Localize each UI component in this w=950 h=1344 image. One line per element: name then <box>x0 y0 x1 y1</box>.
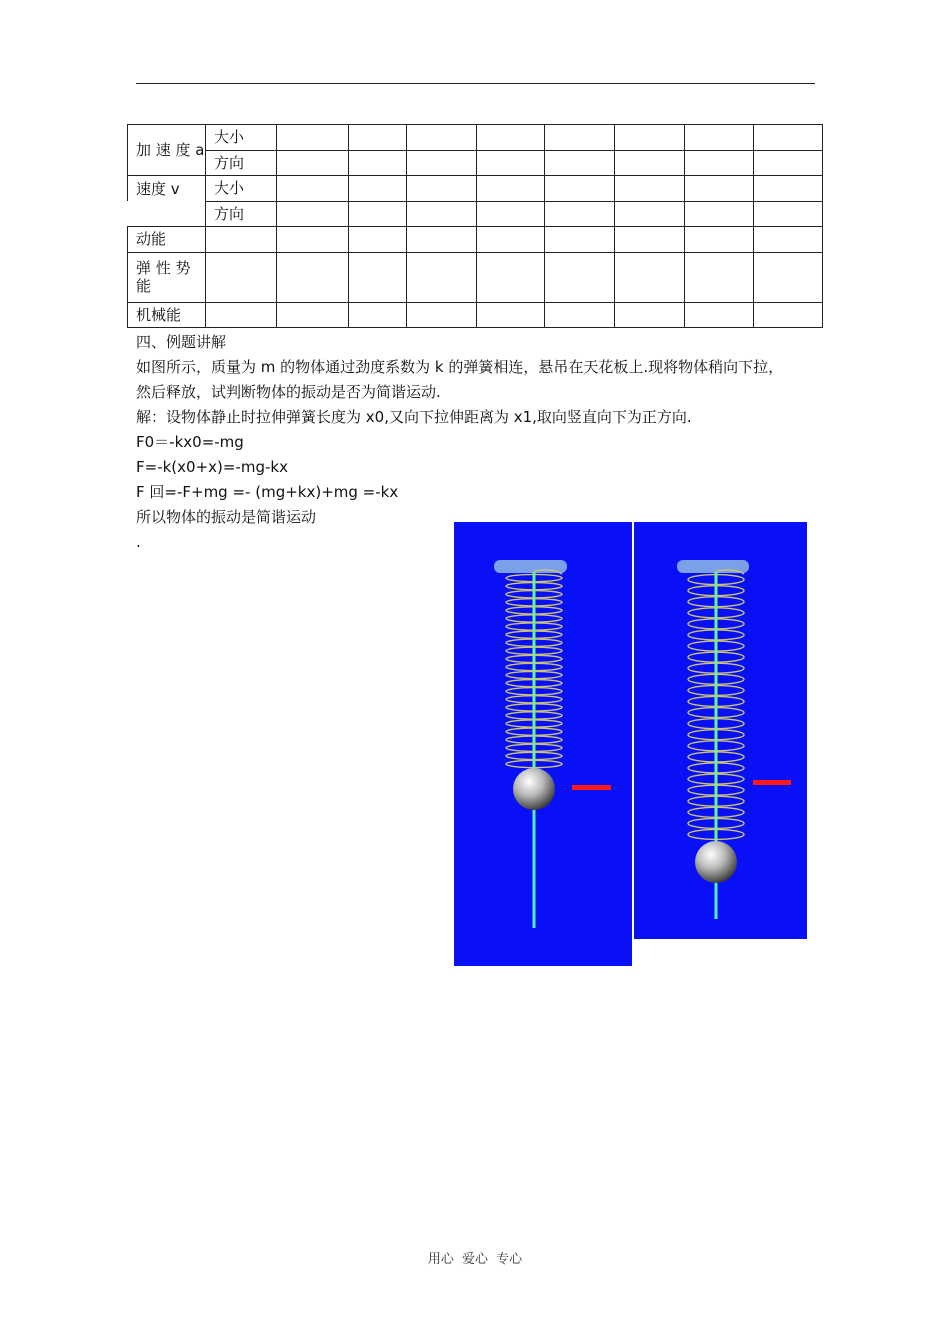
table-cell[interactable] <box>277 125 349 151</box>
equation-3: F 回=-F+mg =- (mg+kx)+mg =-kx <box>136 483 399 501</box>
table-cell[interactable] <box>545 252 615 302</box>
table-cell[interactable] <box>277 201 349 227</box>
table-cell[interactable] <box>615 201 685 227</box>
row-sublabel: 方向 <box>206 150 277 176</box>
table-cell[interactable] <box>277 302 349 328</box>
table-cell[interactable] <box>349 125 407 151</box>
spring-figure-2 <box>634 522 807 939</box>
table-cell[interactable] <box>545 176 615 202</box>
table-cell[interactable] <box>685 150 754 176</box>
table-cell[interactable] <box>545 125 615 151</box>
table-cell[interactable] <box>615 302 685 328</box>
row-label-acceleration: 加 速 度 a <box>128 125 206 176</box>
table-cell[interactable] <box>206 252 277 302</box>
table-cell[interactable] <box>277 252 349 302</box>
header-rule <box>136 83 815 84</box>
table-cell[interactable] <box>545 150 615 176</box>
table-row <box>128 227 823 253</box>
table-cell[interactable] <box>206 302 277 328</box>
table-cell[interactable] <box>349 176 407 202</box>
table-cell[interactable] <box>754 125 823 151</box>
table-cell[interactable] <box>754 302 823 328</box>
table-cell[interactable] <box>754 252 823 302</box>
mass-ball <box>695 841 737 883</box>
table-cell[interactable] <box>545 227 615 253</box>
row-sublabel: 大小 <box>206 125 277 151</box>
table-cell[interactable] <box>477 201 545 227</box>
spring-illustration <box>454 522 632 966</box>
table-cell[interactable] <box>349 150 407 176</box>
row-label-mechanical-energy: 机械能 <box>128 302 206 328</box>
table-cell[interactable] <box>685 252 754 302</box>
row-label-elastic-potential-energy: 弹 性 势 能 <box>128 252 206 302</box>
row-label-velocity: 速度 v <box>128 176 206 202</box>
row-sublabel: 大小 <box>206 176 277 202</box>
table-cell[interactable] <box>206 227 277 253</box>
problem-line-1: 如图所示，质量为 m 的物体通过劲度系数为 k 的弹簧相连，悬吊在天花板上.现将物体稍向下拉， <box>136 358 784 376</box>
table-cell[interactable] <box>545 201 615 227</box>
table-row <box>128 252 823 302</box>
spring-figure-1 <box>454 522 632 966</box>
table-cell[interactable] <box>545 302 615 328</box>
trailing-period: . <box>136 533 141 551</box>
table-cell[interactable] <box>277 227 349 253</box>
table-cell[interactable] <box>349 201 407 227</box>
table-cell[interactable] <box>407 302 477 328</box>
table-cell[interactable] <box>477 302 545 328</box>
table-cell[interactable] <box>754 176 823 202</box>
kinematics-table <box>127 124 823 328</box>
table-row <box>128 176 823 202</box>
table-cell[interactable] <box>754 150 823 176</box>
table-cell[interactable] <box>615 125 685 151</box>
table-cell[interactable] <box>477 252 545 302</box>
conclusion: 所以物体的振动是简谐运动 <box>136 508 317 526</box>
table-cell[interactable] <box>615 252 685 302</box>
table-cell[interactable] <box>477 150 545 176</box>
table-row <box>128 150 823 176</box>
table-cell[interactable] <box>685 201 754 227</box>
row-label-kinetic-energy: 动能 <box>128 227 206 253</box>
row-label-empty <box>128 201 206 227</box>
table-cell[interactable] <box>477 125 545 151</box>
table-cell[interactable] <box>615 150 685 176</box>
table-cell[interactable] <box>407 252 477 302</box>
equation-1: F0＝-kx0=-mg <box>136 433 244 451</box>
table-cell[interactable] <box>685 176 754 202</box>
page-footer: 用心 爱心 专心 <box>427 1252 523 1267</box>
table-cell[interactable] <box>407 201 477 227</box>
table-cell[interactable] <box>407 176 477 202</box>
equation-2: F=-k(x0+x)=-mg-kx <box>136 458 288 476</box>
table-cell[interactable] <box>349 252 407 302</box>
table-cell[interactable] <box>477 176 545 202</box>
table-cell[interactable] <box>685 302 754 328</box>
problem-line-2: 然后释放，试判断物体的振动是否为简谐运动. <box>136 383 441 401</box>
table-cell[interactable] <box>407 125 477 151</box>
equilibrium-marker <box>572 785 611 790</box>
table-row <box>128 201 823 227</box>
table-cell[interactable] <box>349 302 407 328</box>
mass-ball <box>513 768 555 810</box>
table-cell[interactable] <box>477 227 545 253</box>
table-cell[interactable] <box>277 176 349 202</box>
row-sublabel: 方向 <box>206 201 277 227</box>
table-row <box>128 125 823 151</box>
solution-line: 解：设物体静止时拉伸弹簧长度为 x0,又向下拉伸距离为 x1,取向竖直向下为正方向. <box>136 408 692 426</box>
table-cell[interactable] <box>277 150 349 176</box>
table-cell[interactable] <box>349 227 407 253</box>
table-cell[interactable] <box>754 201 823 227</box>
table-cell[interactable] <box>407 227 477 253</box>
table-cell[interactable] <box>615 227 685 253</box>
table-row <box>128 302 823 328</box>
table-cell[interactable] <box>407 150 477 176</box>
table-cell[interactable] <box>685 125 754 151</box>
table-cell[interactable] <box>754 227 823 253</box>
table-cell[interactable] <box>615 176 685 202</box>
equilibrium-marker <box>753 780 791 785</box>
spring-illustration <box>634 522 807 939</box>
table-cell[interactable] <box>685 227 754 253</box>
section-title: 四、例题讲解 <box>136 333 227 351</box>
